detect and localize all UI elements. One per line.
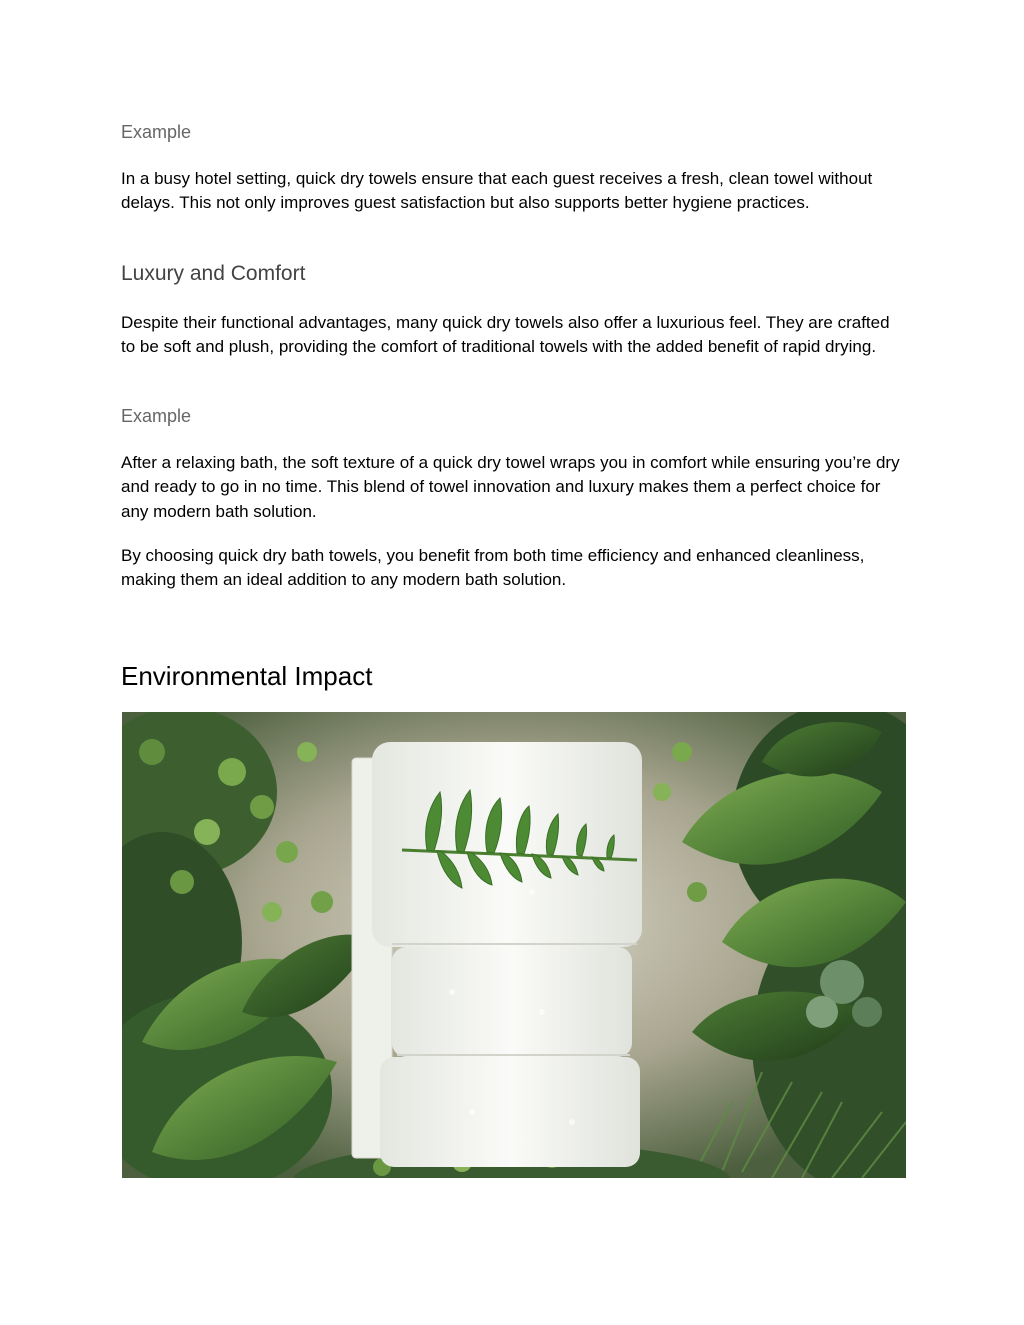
luxury-comfort-heading: Luxury and Comfort [121, 262, 306, 285]
towels-with-plants-image [122, 712, 906, 1178]
conclusion-paragraph: By choosing quick dry bath towels, you benefit from both time efficiency and enhanced cleanliness, making them an ideal addition to any modern bath solution. [121, 546, 865, 590]
example-paragraph-1: In a busy hotel setting, quick dry towels ensure that each guest receives a fresh, clean towel without delays. This not only improves guest satisfaction but also supports better hygiene practices. [121, 169, 873, 213]
environmental-impact-heading: Environmental Impact [121, 661, 373, 691]
example-heading-2: Example [121, 406, 192, 426]
luxury-comfort-paragraph: Despite their functional advantages, many quick dry towels also offer a luxurious feel. They are crafted to be soft and plush, providing the comfort of traditional towels with the added benefit of rapid drying. [121, 313, 890, 357]
example-heading-1: Example [121, 122, 192, 142]
example-paragraph-2: After a relaxing bath, the soft texture of a quick dry towel wraps you in comfort while ensuring you’re dry and ready to go in no time. This blend of towel innovation and luxury makes them a perfect choice for any modern bath solution. [121, 453, 900, 521]
